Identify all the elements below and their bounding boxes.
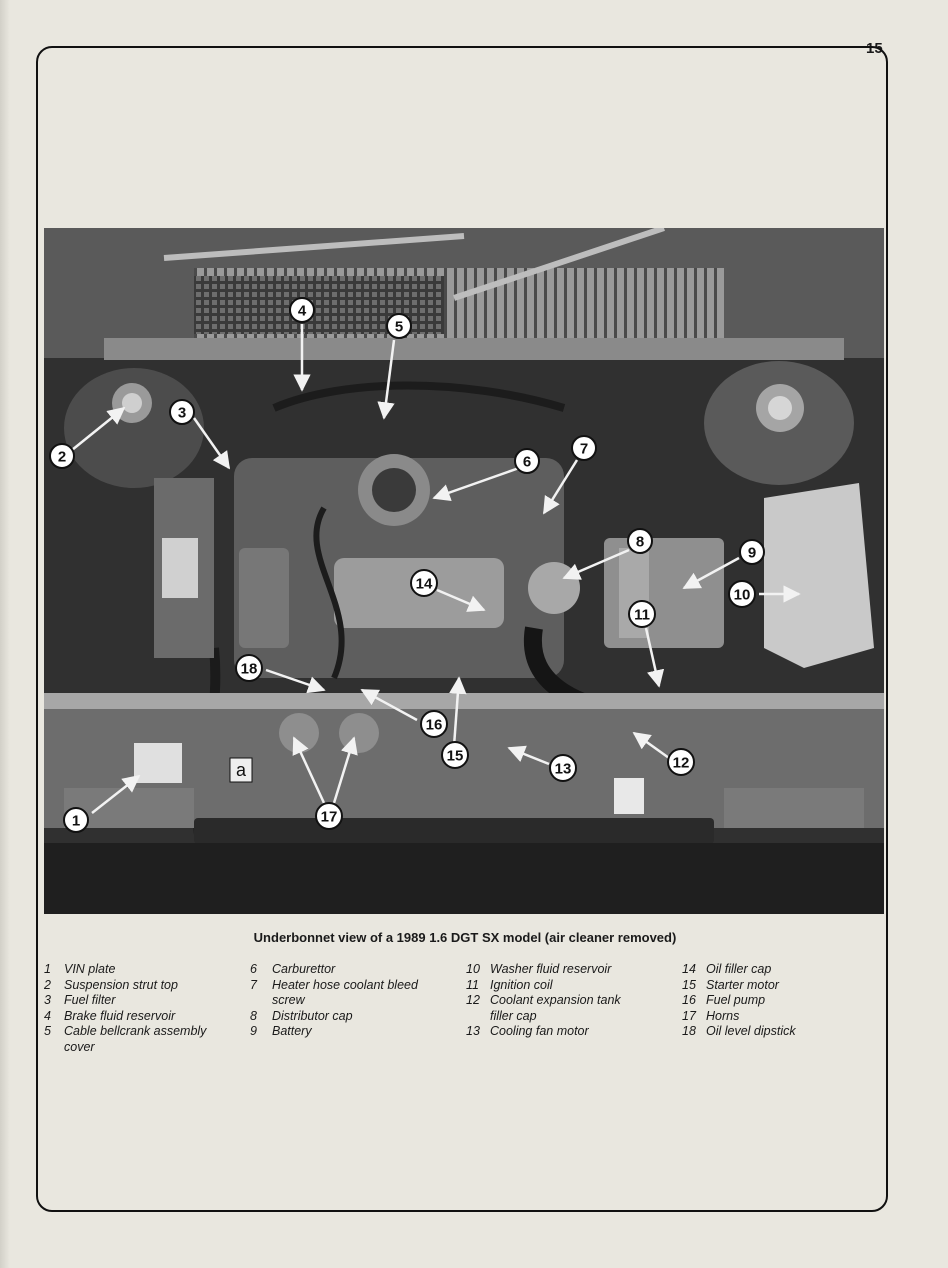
engine-bay-photo	[44, 228, 884, 914]
svg-text:18: 18	[240, 660, 258, 678]
figure-caption: Underbonnet view of a 1989 1.6 DGT SX model (air cleaner removed)	[253, 930, 677, 945]
legend-item: 1 VIN plate	[44, 962, 116, 976]
legend-item: 18 Oil level dipstick	[682, 1024, 796, 1038]
callout-5	[387, 314, 411, 338]
svg-text:11: 11	[634, 606, 650, 624]
callout-11	[629, 601, 655, 627]
svg-text:8: 8	[635, 533, 645, 551]
svg-text:9: 9	[747, 544, 757, 562]
svg-text:13: 13	[554, 760, 572, 778]
svg-text:15: 15	[446, 747, 464, 765]
legend-item: 7 Heater hose coolant bleed screw	[250, 977, 418, 1007]
legend-item: 16 Fuel pump	[682, 993, 766, 1007]
page-spine-shadow	[0, 0, 10, 1268]
callout-10	[729, 581, 755, 607]
legend-item: 15 Starter motor	[682, 977, 779, 992]
callout-16	[421, 711, 447, 737]
svg-text:16: 16	[425, 716, 443, 734]
callout-17	[316, 803, 342, 829]
callout-3	[170, 400, 194, 424]
callout-6	[515, 449, 539, 473]
callout-13	[550, 755, 576, 781]
callout-8	[628, 529, 652, 553]
svg-text:6: 6	[522, 453, 532, 471]
callout-15	[442, 742, 468, 768]
legend-item: 13 Cooling fan motor	[466, 1024, 589, 1038]
legend-item: 14 Oil filler cap	[682, 962, 772, 976]
callout-18	[236, 655, 262, 681]
callout-4	[290, 298, 314, 322]
legend-item: 2 Suspension strut top	[44, 977, 178, 992]
legend-item: 3 Fuel filter	[44, 993, 116, 1007]
svg-text:1: 1	[71, 812, 81, 830]
legend-column-2	[250, 962, 440, 1040]
callout-7	[572, 436, 596, 460]
svg-text:3: 3	[177, 404, 187, 422]
legend-column-3	[466, 962, 646, 1040]
legend-item: 10 Washer fluid reservoir	[466, 962, 612, 976]
page-number: 15	[866, 40, 883, 57]
legend-column-1	[44, 962, 214, 1055]
svg-text:5: 5	[394, 318, 404, 336]
svg-text:17: 17	[320, 808, 338, 826]
legend-column-4	[682, 962, 862, 1040]
legend-item: 5 Cable bellcrank assembly cover	[44, 1024, 207, 1054]
marker-a: a	[235, 760, 247, 780]
callout-9	[740, 540, 764, 564]
callout-12	[668, 749, 694, 775]
svg-text:10: 10	[733, 586, 751, 604]
legend-item: 9 Battery	[250, 1024, 312, 1038]
legend-item: 12 Coolant expansion tank filler cap	[466, 993, 621, 1023]
svg-text:12: 12	[672, 754, 690, 772]
callout-2	[50, 444, 74, 468]
legend-item: 17 Horns	[682, 1008, 740, 1023]
legend-item: 8 Distributor cap	[250, 1008, 353, 1023]
svg-text:14: 14	[415, 575, 433, 593]
callout-14	[411, 570, 437, 596]
legend-item: 4 Brake fluid reservoir	[44, 1008, 176, 1023]
svg-text:7: 7	[579, 440, 589, 458]
svg-text:2: 2	[57, 448, 67, 466]
legend-item: 11 Ignition coil	[466, 977, 553, 992]
callout-1	[64, 808, 88, 832]
svg-text:4: 4	[297, 302, 307, 320]
legend-item: 6 Carburettor	[250, 962, 336, 976]
engine-bay-illustration	[44, 228, 884, 914]
